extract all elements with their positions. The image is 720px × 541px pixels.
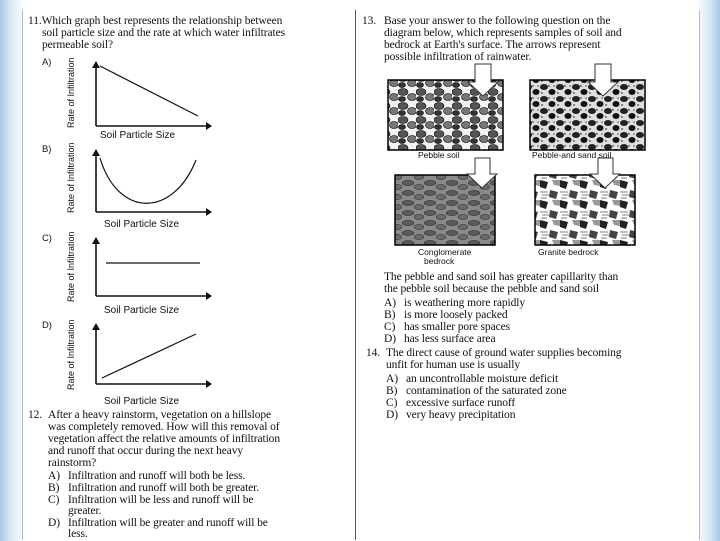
q11-graph-d <box>78 322 213 392</box>
sample-label-granite-bedrock: Granite bedrock <box>538 247 599 257</box>
q12-option-b-letter: B) <box>48 482 60 494</box>
q12-number: 12. <box>28 409 43 421</box>
q11-graph-d-curve <box>102 334 196 378</box>
q11-graph-b-xlabel: Soil Particle Size <box>104 219 180 230</box>
q13-option-c-letter: C) <box>384 321 396 333</box>
q13-line3: bedrock at Earth's surface. The arrows represent <box>384 39 601 51</box>
q13-line1: Base your answer to the following question on the <box>384 15 611 27</box>
q11-graph-a-xlabel: Soil Particle Size <box>100 130 176 141</box>
q14-option-a-text: an uncontrollable moisture deficit <box>406 373 559 385</box>
q11-graph-a-curve <box>100 66 198 116</box>
q12-option-a-text: Infiltration and runoff will both be less. <box>68 470 246 482</box>
q12-option-c-letter: C) <box>48 494 60 506</box>
q12-line2: was completely removed. How will this removal of <box>48 421 280 433</box>
q14-option-d-letter: D) <box>386 409 398 421</box>
q11-line1: 11.Which graph best represents the relationship between <box>28 15 283 27</box>
q11-graph-a-ylabel: Rate of Infiltration <box>66 57 76 128</box>
q11-option-c-letter: C) <box>42 233 52 244</box>
q13-option-d-text: has less surface area <box>404 333 496 345</box>
q12-option-b-text: Infiltration and runoff will both be greater. <box>68 482 260 494</box>
q13-stem-line1: The pebble and sand soil has greater capillarity than <box>384 271 619 283</box>
q11-graph-a <box>78 60 213 135</box>
sample-label-pebble-sand-soil: Pebble-and sand soil <box>532 150 612 160</box>
q11-line3: permeable soil? <box>42 39 113 51</box>
q12-line3: vegetation affect the relative amounts of infiltration <box>48 433 280 445</box>
q12-option-c-text: Infiltration will be less and runoff will be <box>68 494 254 506</box>
q11-line2: soil particle size and the rate at which water infiltrates <box>42 27 285 39</box>
q11-option-b-letter: B) <box>42 144 52 155</box>
q14-line2: unfit for human use is usually <box>386 359 521 371</box>
q11-graph-c-xlabel: Soil Particle Size <box>104 305 180 316</box>
q14-option-b-letter: B) <box>386 385 398 397</box>
soil-bedrock-diagram <box>380 60 655 260</box>
q13-option-b-letter: B) <box>384 309 396 321</box>
q13-stem-line2: the pebble soil because the pebble and sand soil <box>384 283 599 295</box>
q12-line1: After a heavy rainstorm, vegetation on a hillslope <box>48 409 272 421</box>
q13-line4: possible infiltration of rainwater. <box>384 51 532 63</box>
column-divider <box>355 10 356 540</box>
q14-option-c-text: excessive surface runoff <box>406 397 516 409</box>
q12-option-a-letter: A) <box>48 470 60 482</box>
q13-option-a-text: is weathering more rapidly <box>404 297 525 309</box>
q13-option-c-text: has smaller pore spaces <box>404 321 510 333</box>
q13-line2: diagram below, which represents samples of soil and <box>384 27 622 39</box>
sample-label-conglomerate: Conglomerate <box>418 247 472 257</box>
sample-label-pebble-soil: Pebble soil <box>418 150 460 160</box>
q12-option-c-cont: greater. <box>68 505 102 517</box>
q11-graph-c-ylabel: Rate of Infiltration <box>66 231 76 302</box>
q13-number: 13. <box>362 15 377 27</box>
q14-option-d-text: very heavy precipitation <box>406 409 516 421</box>
q12-option-d-text: Infiltration will be greater and runoff will be <box>68 517 268 529</box>
q13-option-b-text: is more loosely packed <box>404 309 508 321</box>
q12-option-d-cont: less. <box>68 528 88 540</box>
q11-graph-d-ylabel: Rate of Infiltration <box>66 319 76 390</box>
q14-option-b-text: contamination of the saturated zone <box>406 385 567 397</box>
q11-graph-b <box>78 148 213 223</box>
q12-line5: rainstorm? <box>48 457 97 469</box>
q11-option-d-letter: D) <box>42 320 52 331</box>
sample-label-conglomerate-bedrock: bedrock <box>424 256 455 266</box>
q11-graph-b-ylabel: Rate of Infiltration <box>66 142 76 213</box>
q11-option-a-letter: A) <box>42 57 52 68</box>
q11-graph-b-curve <box>100 158 196 203</box>
q14-line1: The direct cause of ground water supplies becoming <box>386 347 622 359</box>
q13-option-d-letter: D) <box>384 333 396 345</box>
q11-graph-c <box>78 236 213 306</box>
q11-graph-d-xlabel: Soil Particle Size <box>104 396 180 407</box>
q14-option-a-letter: A) <box>386 373 398 385</box>
q13-option-a-letter: A) <box>384 297 396 309</box>
q14-option-c-letter: C) <box>386 397 398 409</box>
q12-line4: and runoff that occur during the next heavy <box>48 445 244 457</box>
q12-option-d-letter: D) <box>48 517 60 529</box>
q14-number: 14. <box>366 347 381 359</box>
